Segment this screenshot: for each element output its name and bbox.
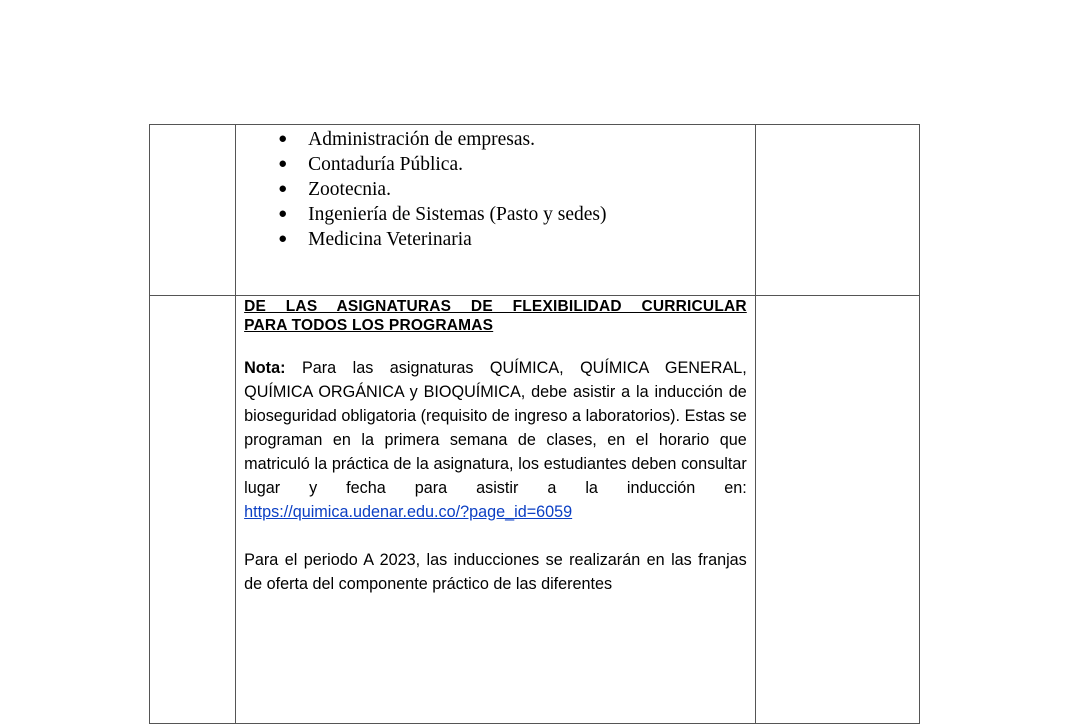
list-item: [236, 202, 755, 227]
table-row: [150, 296, 920, 724]
section-heading-line: PARA TODOS LOS PROGRAMAS: [244, 317, 494, 334]
table-cell-empty: [150, 125, 236, 296]
section-heading: [244, 297, 747, 335]
period-paragraph: Para el periodo A 2023, las inducciones se realizarán en las franjas de oferta del componente práctico de las diferentes: [244, 551, 747, 593]
table-cell-empty: [755, 296, 919, 724]
table-cell-programs: [236, 125, 756, 296]
program-list: [236, 125, 755, 252]
program-name: Medicina Veterinaria: [308, 229, 472, 250]
table-row: [150, 125, 920, 296]
note-paragraph: [244, 356, 747, 524]
note-label: Nota:: [244, 359, 286, 377]
note-text: Para las asignaturas QUÍMICA, QUÍMICA GENERAL, QUÍMICA ORGÁNICA y BIOQUÍMICA, debe asistir a la inducción de bioseguridad obligatoria (requisito de ingreso a laboratorios). Estas se programan en la primera semana de clases, en el horario que matriculó la práctica de la asignatura, los estudiantes deben consultar lugar y fecha para asistir a la inducción en:: [244, 359, 747, 497]
table-cell-empty: [150, 296, 236, 724]
bullet-icon: ●: [278, 181, 288, 197]
program-name: Contaduría Pública.: [308, 154, 463, 175]
document-table: [149, 124, 920, 724]
bullet-icon: ●: [278, 231, 288, 247]
section-heading-line: DE LAS ASIGNATURAS DE FLEXIBILIDAD CURRICULAR: [244, 298, 747, 315]
list-item: [236, 177, 755, 202]
program-name: Ingeniería de Sistemas (Pasto y sedes): [308, 204, 607, 225]
induction-link[interactable]: https://quimica.udenar.edu.co/?page_id=6059: [244, 503, 573, 521]
bullet-icon: ●: [278, 206, 288, 222]
list-item: [236, 152, 755, 177]
program-name: Administración de empresas.: [308, 129, 536, 150]
list-item: [236, 227, 755, 252]
list-item: [236, 127, 755, 152]
bullet-icon: ●: [278, 131, 288, 147]
table-cell-notes: [236, 296, 756, 724]
table-cell-empty: [755, 125, 919, 296]
program-name: Zootecnia.: [308, 179, 391, 200]
bullet-icon: ●: [278, 156, 288, 172]
